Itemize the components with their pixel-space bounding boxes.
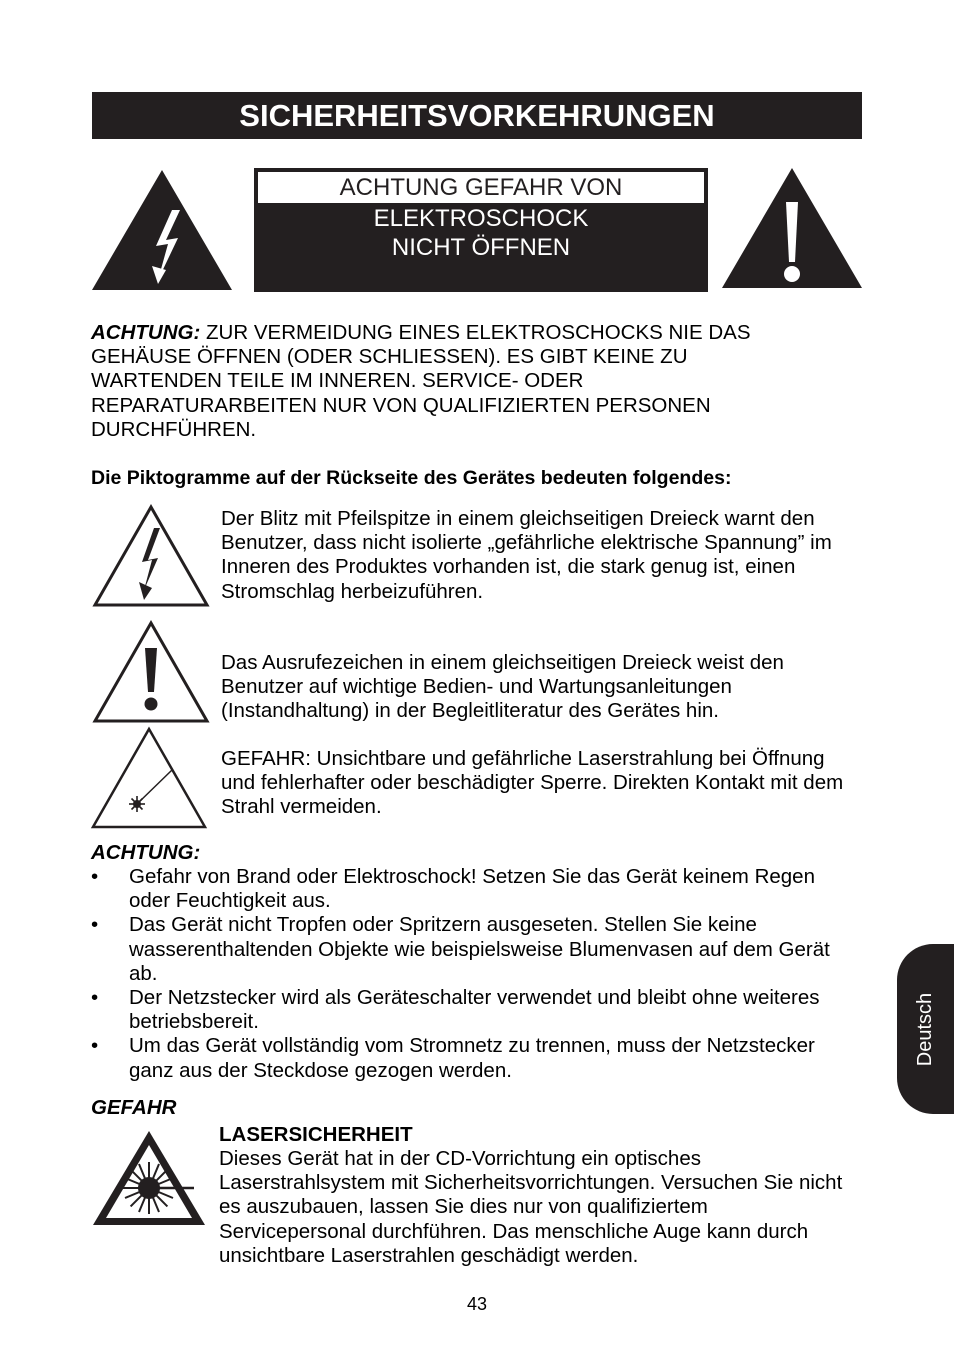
list-item-text: Das Gerät nicht Tropfen oder Spritzern ausgeseten. Stellen Sie keine wasserenthaltenden Objekte wie beispielsweise Blumenvasen auf dem Gerät ab.: [129, 913, 830, 985]
exclamation-triangle-icon: [92, 620, 210, 724]
warning-line-1: ACHTUNG GEFAHR VON: [339, 174, 623, 201]
lightning-triangle-icon: [90, 168, 234, 292]
list-item: [91, 865, 851, 913]
laser-radiation-icon: [90, 1128, 208, 1228]
exclamation-triangle-icon: [720, 166, 864, 292]
list-item: [91, 986, 851, 1034]
caution-paragraph: [91, 321, 791, 442]
pictogram-lightning-text: Der Blitz mit Pfeilspitze in einem gleichseitigen Dreieck warnt den Benutzer, dass nicht isolierte „gefährliche elektrische Spannung” im Inneren des Produktes vorhanden ist, die stark genug ist, einen Stromschlag herbeizuführen.: [221, 507, 832, 603]
pictograms-heading: Die Piktogramme auf der Rückseite des Gerätes bedeuten folgendes:: [91, 467, 732, 489]
caution-text: ZUR VERMEIDUNG EINES ELEKTROSCHOCKS NIE DAS GEHÄUSE ÖFFNEN (ODER SCHLIESSEN). ES GIBT KEINE ZU WARTENDEN TEILE IM INNEREN. SERVICE- ODER REPARATURARBEITEN NUR VON QUALIFIZIERTEN PERSONEN DURCHFÜHREN.: [91, 321, 751, 441]
laser-safety-heading: LASERSICHERHEIT: [219, 1123, 413, 1146]
pictogram-laser-text: GEFAHR: Unsichtbare und gefährliche Laserstrahlung bei Öffnung und fehlerhafter oder beschädigter Sperre. Direkten Kontakt mit dem Strahl vermeiden.: [221, 747, 844, 819]
page-number: 43: [466, 1294, 488, 1314]
list-item: [91, 913, 851, 986]
gefahr-heading: GEFAHR: [91, 1096, 177, 1119]
laser-safety-text: Dieses Gerät hat in der CD-Vorrichtung ein optisches Laserstrahlsystem mit Sicherheitsvorrichtungen. Versuchen Sie nicht es auszubauen, lassen Sie dies nur von qualifiziertem Servicepersonal durchführen. Das menschliche Auge kann durch unsichtbare Laserstrahlen geschädigt werden.: [219, 1147, 843, 1267]
warning-line-2: ELEKTROSCHOCK: [373, 205, 589, 232]
bullet-icon: •: [91, 986, 99, 1010]
laser-triangle-icon: [90, 726, 208, 830]
pictogram-exclamation-text: Das Ausrufezeichen in einem gleichseitigen Dreieck weist den Benutzer auf wichtige Bedien- und Wartungsanleitungen (Instandhaltung) in der Begleitliteratur des Gerätes hin.: [221, 651, 784, 723]
language-tab-label: Deutsch: [914, 992, 936, 1066]
bullet-icon: •: [91, 1034, 99, 1058]
page-title: SICHERHEITSVORKEHRUNGEN: [92, 92, 862, 139]
list-item-text: Gefahr von Brand oder Elektroschock! Setzen Sie das Gerät keinem Regen oder Feuchtigkeit aus.: [129, 865, 815, 913]
bullet-icon: •: [91, 865, 99, 888]
bullet-icon: •: [91, 913, 99, 937]
list-item: [91, 1034, 851, 1082]
warning-box: [254, 168, 708, 292]
achtung-heading: ACHTUNG:: [91, 841, 201, 864]
list-item-text: Um das Gerät vollständig vom Stromnetz zu trennen, muss der Netzstecker ganz aus der Steckdose gezogen werden.: [129, 1034, 815, 1082]
lightning-triangle-icon: [92, 504, 210, 608]
achtung-list: [91, 865, 851, 1083]
list-item-text: Der Netzstecker wird als Geräteschalter verwendet und bleibt ohne weiteres betriebsbereit.: [129, 986, 820, 1034]
caution-lead: ACHTUNG:: [91, 321, 201, 344]
warning-line-3: NICHT ÖFFNEN: [391, 234, 571, 261]
language-tab: [897, 944, 954, 1114]
